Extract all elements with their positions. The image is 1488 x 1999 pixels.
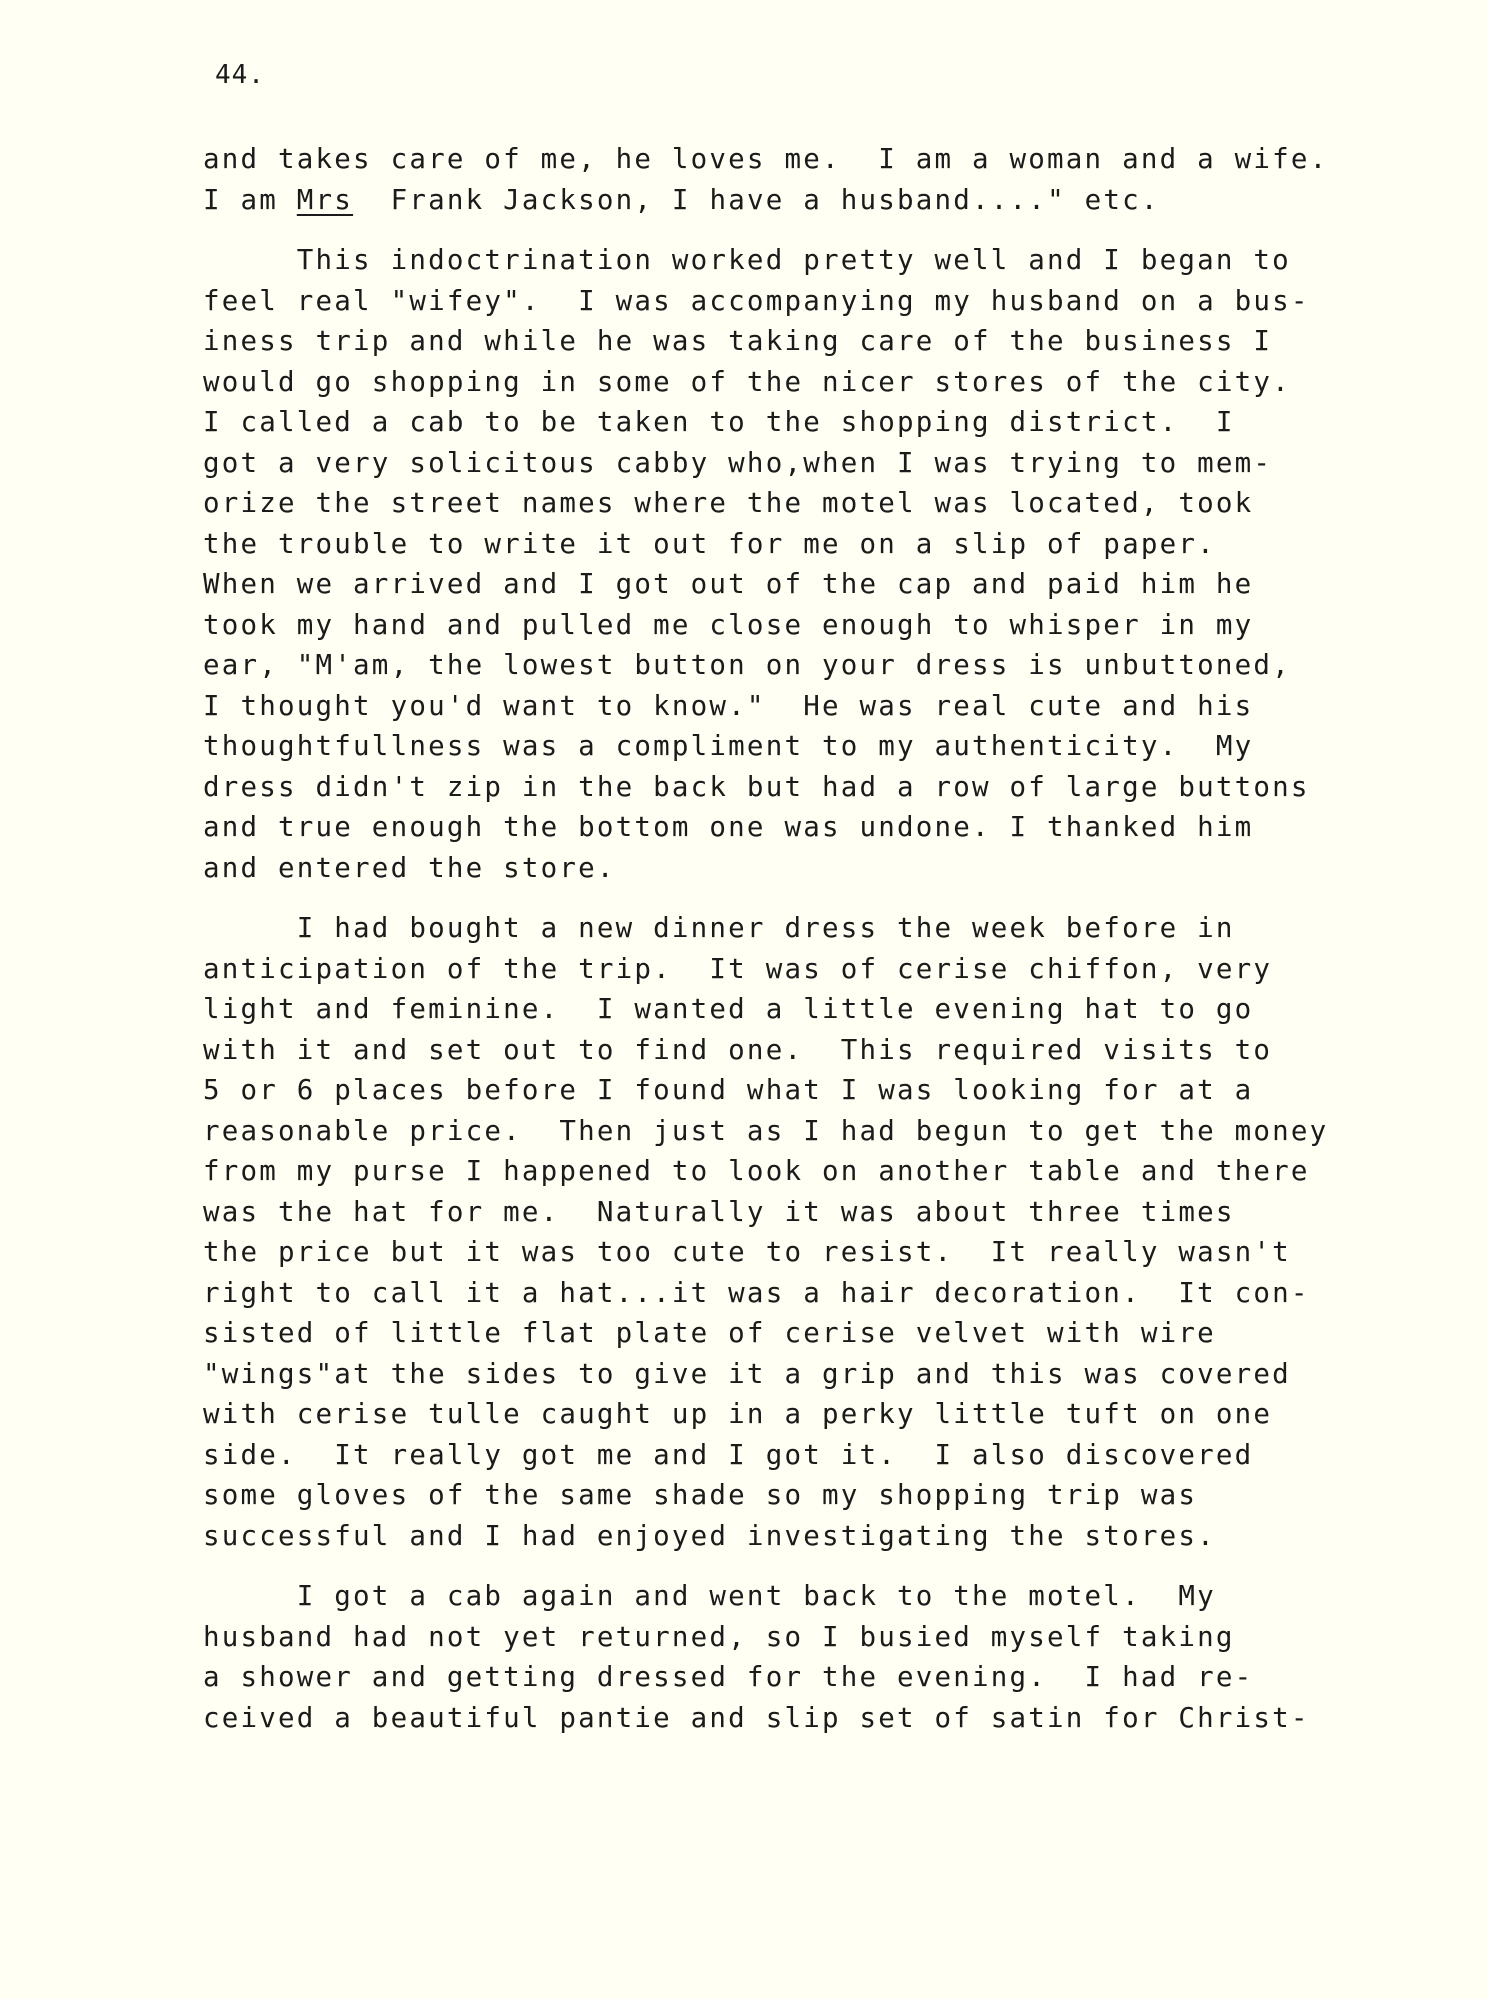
text-line: iness trip and while he was taking care of the business I bbox=[203, 325, 1273, 357]
text-line: I called a cab to be taken to the shopping district. I bbox=[203, 406, 1235, 438]
underlined-word: Mrs bbox=[296, 183, 354, 216]
paragraph-4 bbox=[203, 1576, 1483, 1738]
text-line: sisted of little flat plate of cerise velvet with wire bbox=[203, 1317, 1216, 1349]
text-line: some gloves of the same shade so my shopping trip was bbox=[203, 1479, 1198, 1511]
paragraph-gap bbox=[203, 220, 1483, 240]
text-line: When we arrived and I got out of the cap and paid him he bbox=[203, 568, 1254, 600]
text-line: dress didn't zip in the back but had a row of large buttons bbox=[203, 770, 1310, 803]
text-line: orize the street names where the motel was located, took bbox=[203, 487, 1254, 519]
text-line: the trouble to write it out for me on a slip of paper. bbox=[203, 527, 1216, 560]
text-line: anticipation of the trip. It was of cerise chiffon, very bbox=[203, 952, 1273, 985]
text-line: and takes care of me, he loves me. I am a woman and a wife. bbox=[203, 143, 1329, 175]
text-line: the price but it was too cute to resist. It really wasn't bbox=[203, 1236, 1291, 1268]
text-line: was the hat for me. Naturally it was about three times bbox=[203, 1195, 1235, 1228]
page-number: 44. bbox=[215, 60, 265, 90]
text-line: light and feminine. I wanted a little evening hat to go bbox=[203, 993, 1254, 1025]
text-line: ear, "M'am, the lowest button on your dress is unbuttoned, bbox=[203, 649, 1291, 681]
text-line: I got a cab again and went back to the motel. My bbox=[203, 1580, 1216, 1612]
text-line: took my hand and pulled me close enough to whisper in my bbox=[203, 608, 1254, 641]
paragraph-gap bbox=[203, 1556, 1483, 1576]
paragraph-3 bbox=[203, 908, 1483, 1556]
text-line: side. It really got me and I got it. I also discovered bbox=[203, 1438, 1254, 1471]
text-line: and entered the store. bbox=[203, 851, 616, 884]
text-line: thoughtfullness was a compliment to my authenticity. My bbox=[203, 730, 1254, 762]
text-line: "wings"at the sides to give it a grip and this was covered bbox=[203, 1357, 1291, 1390]
text-line: from my purse I happened to look on another table and there bbox=[203, 1155, 1310, 1187]
text-line: right to call it a hat...it was a hair decoration. It con- bbox=[203, 1276, 1310, 1309]
text-line: 5 or 6 places before I found what I was looking for at a bbox=[203, 1074, 1254, 1106]
text-line: and true enough the bottom one was undone. I thanked him bbox=[203, 811, 1254, 843]
text-line bbox=[203, 180, 1483, 221]
paragraph-1 bbox=[203, 139, 1483, 220]
body-text bbox=[203, 139, 1483, 1738]
text-line: feel real "wifey". I was accompanying my husband on a bus- bbox=[203, 284, 1310, 317]
text-fragment: Frank Jackson, I have a husband...." etc. bbox=[353, 183, 1160, 216]
text-line: I had bought a new dinner dress the week before in bbox=[203, 912, 1235, 944]
text-line: ceived a beautiful pantie and slip set of satin for Christ- bbox=[203, 1701, 1310, 1734]
text-line: reasonable price. Then just as I had begun to get the money bbox=[203, 1114, 1329, 1147]
text-line: husband had not yet returned, so I busied myself taking bbox=[203, 1620, 1235, 1653]
text-line: with cerise tulle caught up in a perky little tuft on one bbox=[203, 1398, 1273, 1430]
text-line: This indoctrination worked pretty well and I began to bbox=[203, 244, 1291, 276]
text-line: with it and set out to find one. This required visits to bbox=[203, 1033, 1273, 1066]
text-fragment: I am bbox=[203, 183, 297, 216]
paragraph-2 bbox=[203, 240, 1483, 888]
text-line: a shower and getting dressed for the evening. I had re- bbox=[203, 1661, 1254, 1693]
text-line: I thought you'd want to know." He was real cute and his bbox=[203, 689, 1254, 722]
text-line: successful and I had enjoyed investigating the stores. bbox=[203, 1519, 1216, 1552]
paragraph-gap bbox=[203, 888, 1483, 908]
text-line: would go shopping in some of the nicer stores of the city. bbox=[203, 365, 1291, 398]
text-line: got a very solicitous cabby who,when I was trying to mem- bbox=[203, 446, 1273, 479]
